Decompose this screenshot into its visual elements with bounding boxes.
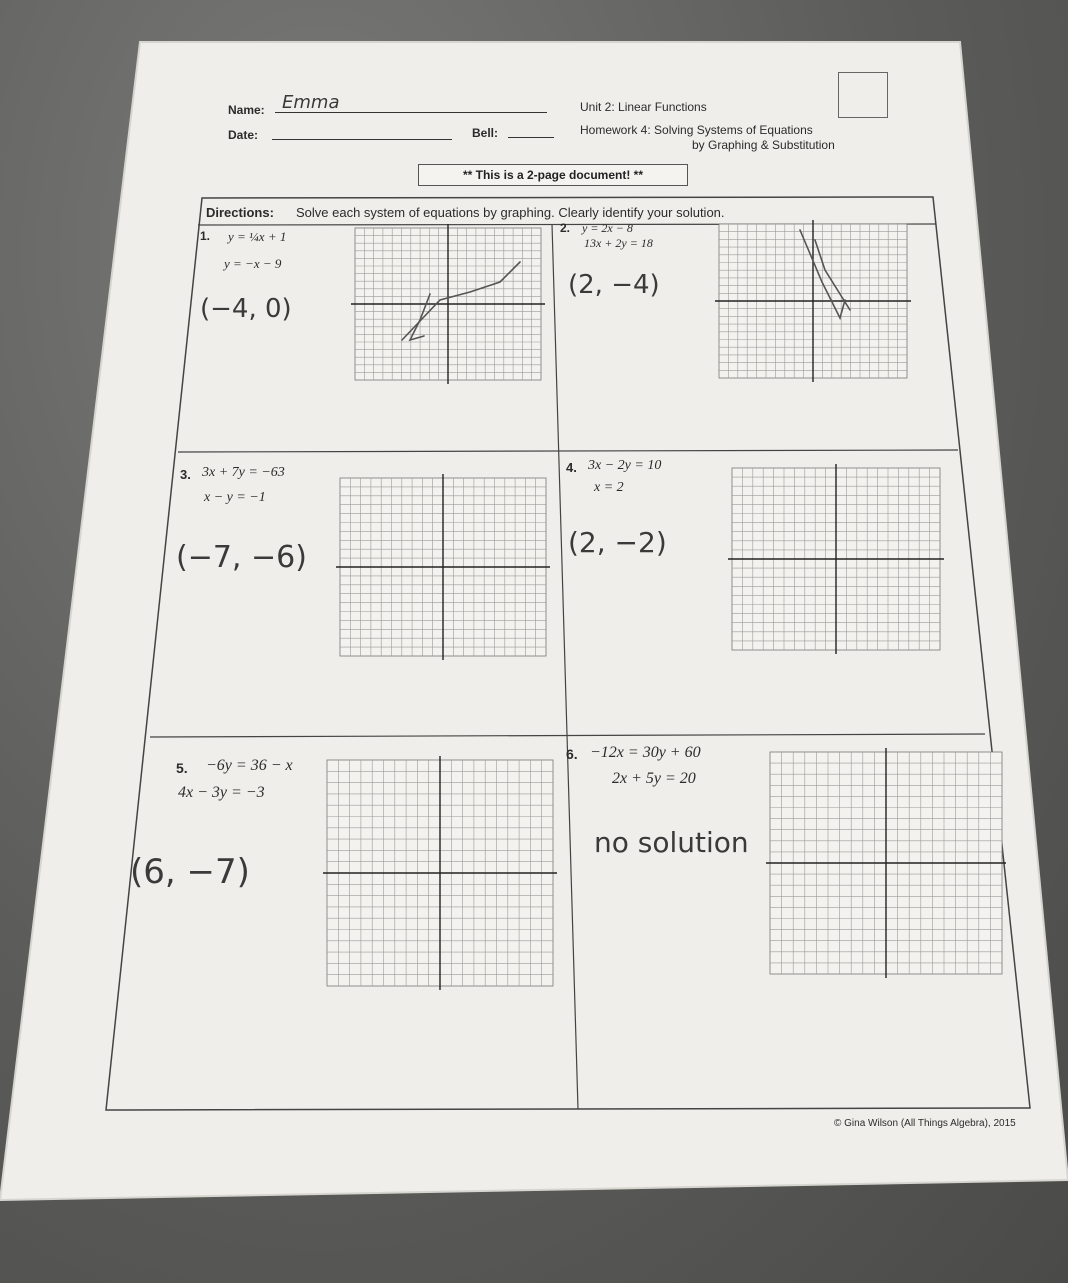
problem-1-answer: (−4, 0) xyxy=(200,294,292,324)
unit-title: Unit 2: Linear Functions xyxy=(580,100,707,114)
coordinate-grid-3 xyxy=(336,474,550,660)
problem-5-answer: (6, −7) xyxy=(130,852,250,892)
name-label: Name: xyxy=(228,103,265,117)
directions-text: Solve each system of equations by graphing. Clearly identify your solution. xyxy=(296,205,725,220)
problem-5-eq2: 4x − 3y = −3 xyxy=(178,784,265,801)
coordinate-grid-5 xyxy=(323,756,557,990)
homework-subtitle: by Graphing & Substitution xyxy=(692,138,835,152)
problem-5-number: 5. xyxy=(176,760,188,776)
problem-1-number: 1. xyxy=(200,229,211,243)
problem-3-eq2: x − y = −1 xyxy=(204,490,266,505)
coordinate-grid-2 xyxy=(715,220,911,382)
problem-6-eq2: 2x + 5y = 20 xyxy=(612,770,696,787)
coordinate-grid-6 xyxy=(766,748,1006,978)
coordinate-grid-4 xyxy=(728,464,944,654)
copyright-footer: © Gina Wilson (All Things Algebra), 2015 xyxy=(834,1118,1016,1129)
problem-1-eq2: y = −x − 9 xyxy=(224,256,282,271)
directions-label: Directions: xyxy=(206,205,274,220)
problem-4-eq1: 3x − 2y = 10 xyxy=(588,458,662,473)
problem-2-eq1: y = 2x − 8 xyxy=(582,221,633,235)
problem-6-number: 6. xyxy=(566,746,578,762)
problem-6-eq1: −12x = 30y + 60 xyxy=(590,744,701,761)
coordinate-grid-1 xyxy=(351,224,545,384)
homework-title: Homework 4: Solving Systems of Equations xyxy=(580,123,813,137)
name-value: Emma xyxy=(282,92,340,113)
problem-2-answer: (2, −4) xyxy=(568,270,660,300)
two-page-banner: ** This is a 2-page document! ** xyxy=(418,164,688,186)
problem-6-answer: no solution xyxy=(594,826,749,859)
bell-label: Bell: xyxy=(472,126,499,140)
problem-4-answer: (2, −2) xyxy=(568,526,667,559)
date-label: Date: xyxy=(228,128,259,142)
problem-1-eq1: y = ¼x + 1 xyxy=(228,229,287,244)
problem-2-eq2: 13x + 2y = 18 xyxy=(584,236,653,250)
problem-4-eq2: x = 2 xyxy=(594,480,624,495)
problem-4-number: 4. xyxy=(566,460,577,475)
problem-3-eq1: 3x + 7y = −63 xyxy=(202,465,285,480)
problem-3-number: 3. xyxy=(180,467,191,482)
problem-2-number: 2. xyxy=(560,221,571,235)
problem-5-eq1: −6y = 36 − x xyxy=(206,757,293,774)
problem-3-answer: (−7, −6) xyxy=(176,540,307,575)
